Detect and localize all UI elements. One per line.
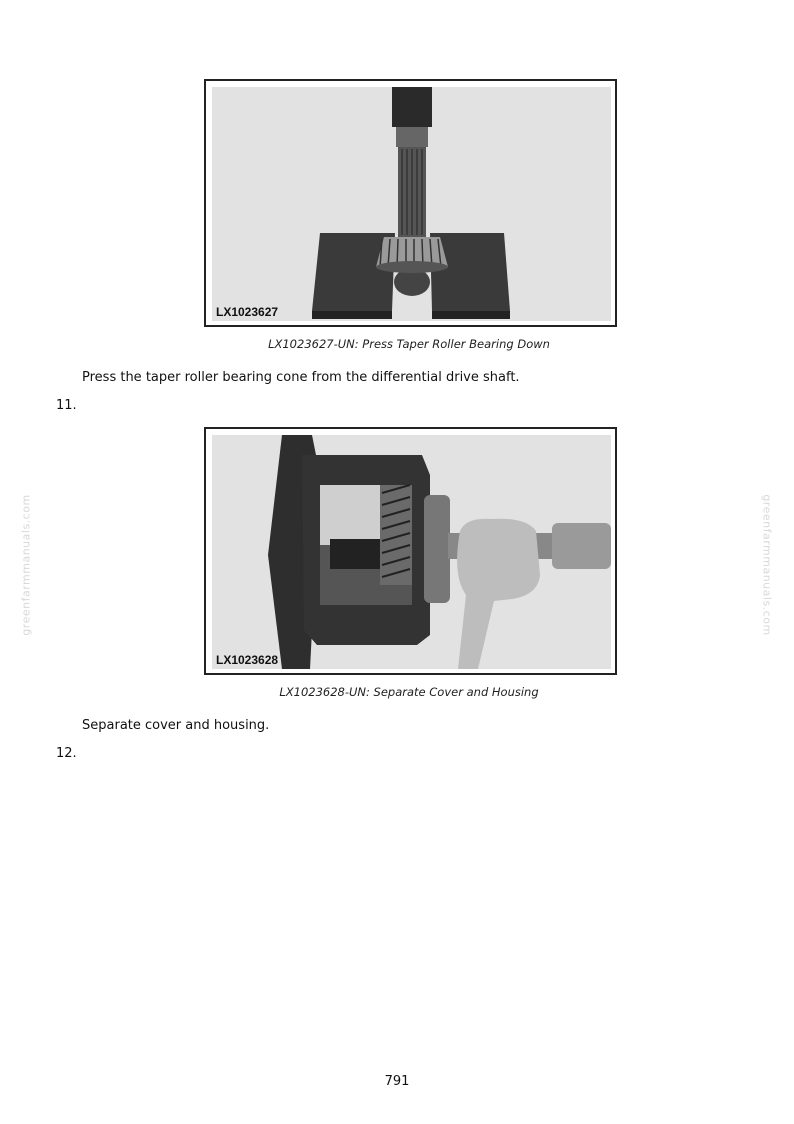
figure-2-photo xyxy=(212,435,611,669)
figure-2 xyxy=(204,427,617,675)
figure-1-photo xyxy=(212,87,611,321)
step-number-11: 11. xyxy=(56,398,77,413)
paragraph-bearing: Press the taper roller bearing cone from the differential drive shaft. xyxy=(82,370,520,385)
figure-1 xyxy=(204,79,617,327)
watermark-left: greenfarmmanuals.com xyxy=(19,494,33,636)
figure-2-caption: LX1023628-UN: Separate Cover and Housing xyxy=(279,685,539,699)
paragraph-separate: Separate cover and housing. xyxy=(82,718,270,733)
figure-2-label: LX1023628 xyxy=(216,653,279,667)
page-number: 791 xyxy=(384,1074,410,1089)
figure-1-caption: LX1023627-UN: Press Taper Roller Bearing Down xyxy=(268,337,550,351)
watermark-right: greenfarmmanuals.com xyxy=(760,494,774,636)
figure-1-label: LX1023627 xyxy=(216,305,279,319)
step-number-12: 12. xyxy=(56,746,77,761)
